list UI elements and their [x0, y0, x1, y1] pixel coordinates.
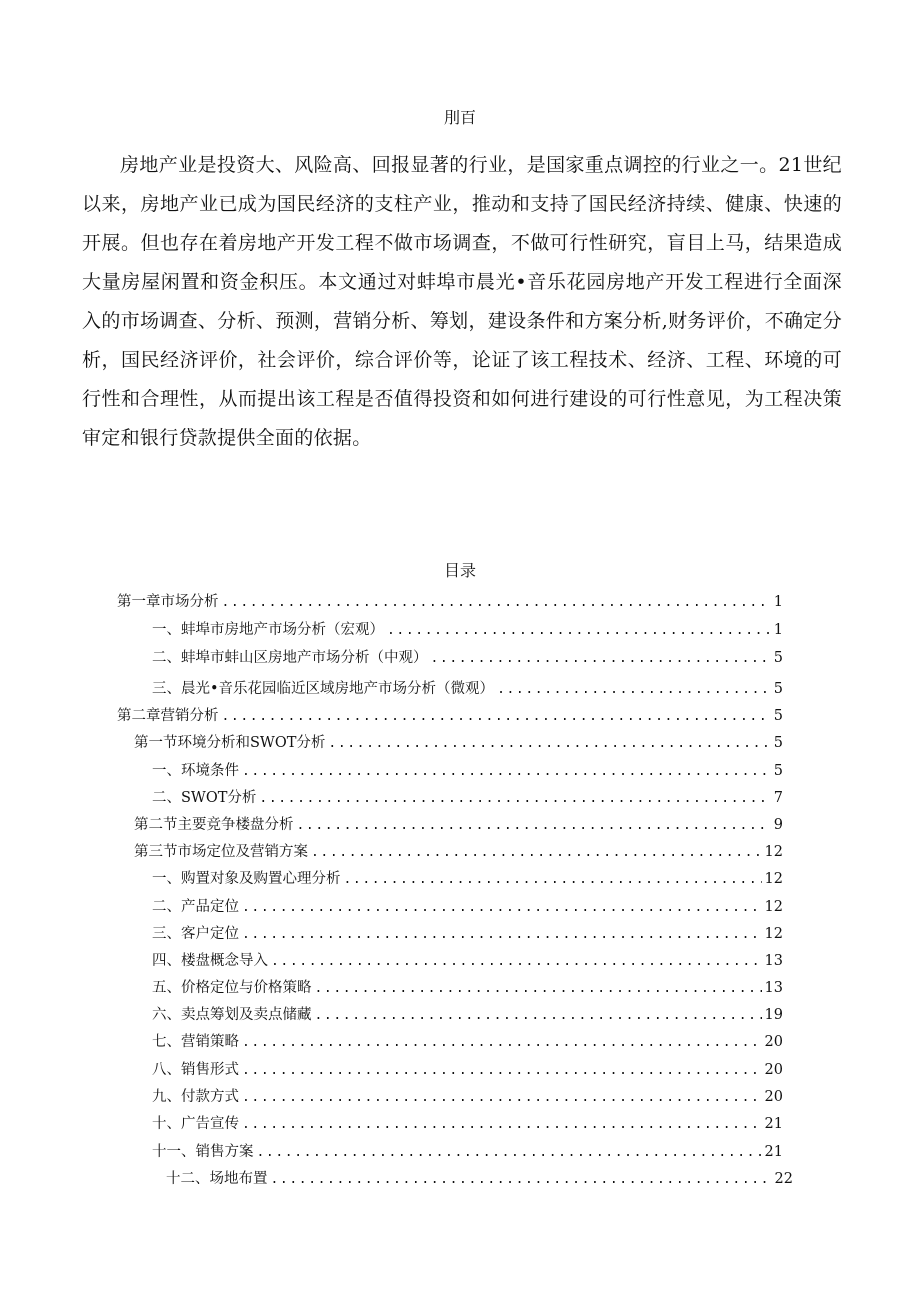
toc-leader-dots	[431, 651, 771, 666]
preface-body: 房地产业是投资大、风险高、回报显著的行业，是国家重点调控的行业之一。21世纪以来，房地产业已成为国民经济的支柱产业，推动和支持了国民经济持续、健康、快速的开展。但也存在着房地产开发工程不做市场调查，不做可行性研究，盲目上马，结果造成大量房屋闲置和资金积压。本文通过对蚌埠市晨光•音乐花园房地产开发工程进行全面深入的市场调查、分析、预测，营销分析、筹划，建设条件和方案分析,财务评价，不确定分析，国民经济评价，社会评价，综合评价等，论证了该工程技术、经济、工程、环境的可行性和合理性，从而提出该工程是否值得投资和如何进行建设的可行性意见，为工程决策审定和银行贷款提供全面的依据。	[82, 154, 842, 449]
toc-entry-page: 12	[764, 926, 783, 942]
toc-leader-dots	[344, 872, 762, 887]
toc-entry-page: 19	[764, 1007, 783, 1023]
toc-entry[interactable]	[152, 786, 783, 806]
toc-entry-page: 7	[773, 790, 783, 806]
toc-entry-page: 5	[773, 650, 783, 666]
toc-leader-dots	[242, 1063, 762, 1078]
toc-entry-page: 20	[764, 1089, 783, 1105]
toc-entry-label: 第二章营销分析	[117, 708, 219, 724]
toc-leader-dots	[271, 1172, 772, 1187]
toc-entry-page: 12	[764, 871, 783, 887]
toc-entry-label: 一、环境条件	[152, 763, 239, 779]
preface-title: 刖百	[443, 108, 476, 127]
toc-entry-page: 20	[764, 1034, 783, 1050]
toc-entry[interactable]	[134, 813, 783, 833]
toc-entry[interactable]	[152, 976, 783, 996]
toc-entry[interactable]	[134, 731, 783, 751]
toc-entry-page: 21	[764, 1116, 783, 1132]
toc-leader-dots	[242, 1090, 762, 1105]
toc-entry-label: 第一章市场分析	[117, 594, 219, 610]
toc-entry[interactable]	[152, 677, 783, 697]
toc-entry-label: 十二、场地布置	[166, 1171, 268, 1187]
toc-entry[interactable]	[134, 840, 783, 860]
toc-entry-page: 5	[773, 735, 783, 751]
toc-entry-label: 一、蚌埠市房地产市场分析（宏观）	[152, 622, 384, 638]
toc-entry-label: 八、销售形式	[152, 1062, 239, 1078]
toc-leader-dots	[328, 736, 770, 751]
toc-leader-dots	[242, 764, 771, 779]
toc-entry-label: 三、晨光•音乐花园临近区域房地产市场分析（微观）	[152, 681, 495, 697]
toc-leader-dots	[257, 1145, 762, 1160]
toc-entry-page: 9	[773, 817, 783, 833]
toc-leader-dots	[315, 1008, 762, 1023]
toc-entry[interactable]	[152, 1140, 783, 1160]
toc-entry[interactable]	[117, 704, 783, 724]
toc-entry-label: 第二节主要竞争楼盘分析	[134, 817, 294, 833]
toc-entry[interactable]	[152, 895, 783, 915]
toc-entry-page: 21	[764, 1144, 783, 1160]
toc-entry-label: 五、价格定位与价格策略	[152, 980, 312, 996]
toc-entry[interactable]	[152, 867, 783, 887]
toc-leader-dots	[242, 900, 762, 915]
toc-leader-dots	[271, 954, 762, 969]
toc-entry-label: 二、蚌埠市蚌山区房地产市场分析（中观）	[152, 650, 428, 666]
toc-entry-page: 12	[764, 844, 783, 860]
toc-entry-page: 5	[773, 681, 783, 697]
toc-entry-page: 5	[773, 763, 783, 779]
toc-entry-page: 13	[764, 953, 783, 969]
toc-entry-label: 九、付款方式	[152, 1089, 239, 1105]
toc-entry-label: 十一、销售方案	[152, 1144, 254, 1160]
toc-entry-page: 12	[764, 899, 783, 915]
toc-leader-dots	[497, 682, 771, 697]
toc-entry-label: 三、客户定位	[152, 926, 239, 942]
toc-entry-page: 13	[764, 980, 783, 996]
toc-entry[interactable]	[152, 922, 783, 942]
toc-entry-label: 一、购置对象及购置心理分析	[152, 871, 341, 887]
toc-entry-label: 第一节环境分析和SWOT分析	[134, 735, 326, 751]
toc-entry-page: 20	[764, 1062, 783, 1078]
toc-entry[interactable]	[152, 618, 783, 638]
toc-entry[interactable]	[117, 590, 783, 610]
toc-leader-dots	[222, 709, 771, 724]
toc-leader-dots	[315, 981, 762, 996]
toc-leader-dots	[242, 1117, 762, 1132]
toc-entry[interactable]	[152, 1112, 783, 1132]
toc-entry[interactable]	[152, 759, 783, 779]
toc-title: 目录	[443, 561, 476, 580]
toc-entry-label: 七、营销策略	[152, 1034, 239, 1050]
toc-entry-page: 1	[773, 594, 783, 610]
toc-entry-label: 四、楼盘概念导入	[152, 953, 268, 969]
toc-entry-page: 1	[773, 622, 783, 638]
toc-leader-dots	[259, 791, 770, 806]
toc-entry[interactable]	[152, 1085, 783, 1105]
toc-entry[interactable]	[152, 949, 783, 969]
toc-entry-page: 22	[774, 1171, 793, 1187]
toc-entry-label: 二、产品定位	[152, 899, 239, 915]
toc-entry-label: 第三节市场定位及营销方案	[134, 844, 308, 860]
toc-entry-label: 二、SWOT分析	[152, 790, 257, 806]
toc-entry-label: 十、广告宣传	[152, 1116, 239, 1132]
toc-leader-dots	[222, 595, 771, 610]
toc-entry-page: 5	[773, 708, 783, 724]
toc-entry-label: 六、卖点筹划及卖点储藏	[152, 1007, 312, 1023]
toc-leader-dots	[387, 623, 771, 638]
toc-leader-dots	[242, 927, 762, 942]
toc-entry[interactable]	[152, 1058, 783, 1078]
toc-leader-dots	[297, 818, 771, 833]
toc-leader-dots	[311, 845, 762, 860]
toc-entry[interactable]	[166, 1167, 793, 1187]
toc-entry[interactable]	[152, 1030, 783, 1050]
toc-entry[interactable]	[152, 1003, 783, 1023]
toc-entry[interactable]	[152, 646, 783, 666]
toc-leader-dots	[242, 1035, 762, 1050]
